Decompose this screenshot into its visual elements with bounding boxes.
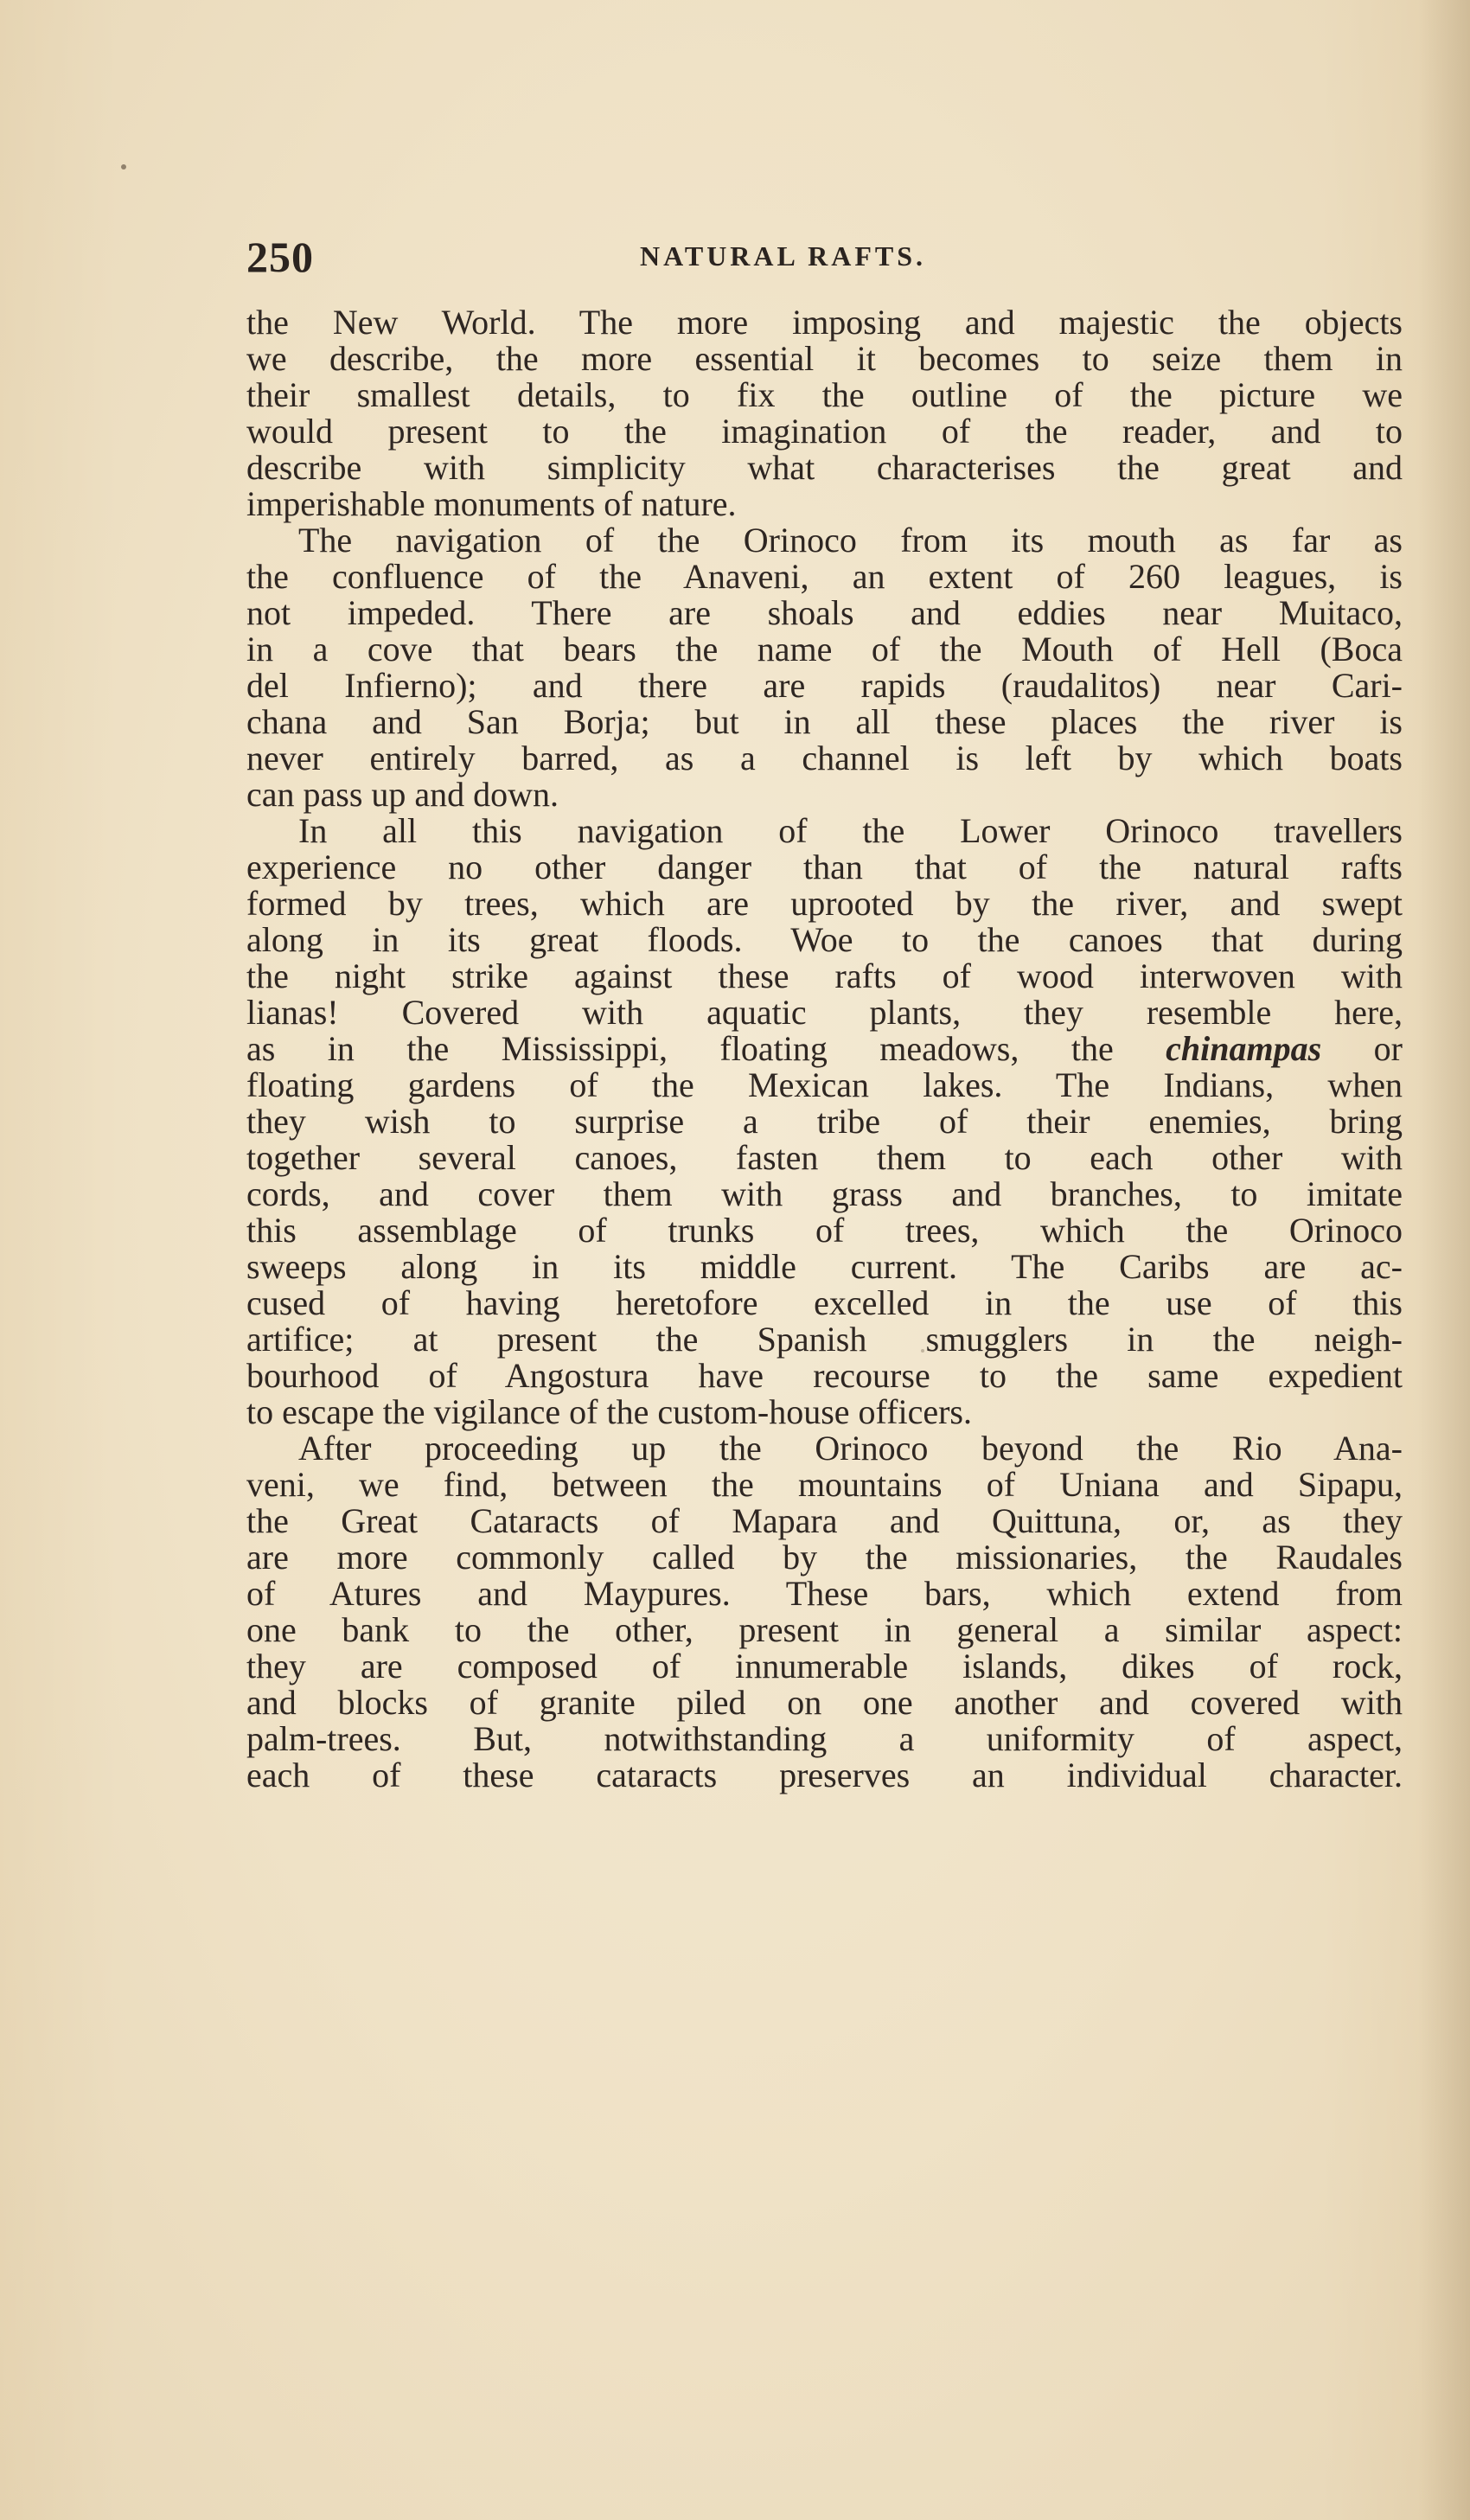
- text-line: In all this navigation of the Lower Orinoco travellers: [298, 811, 1403, 850]
- text-line: bourhood of Angostura have recourse to the same expedient: [246, 1356, 1403, 1395]
- text-line: the confluence of the Anaveni, an extent of 260 leagues, is: [246, 557, 1403, 596]
- text-line: formed by trees, which are uprooted by the river, and swept: [246, 884, 1403, 923]
- text-line: The navigation of the Orinoco from its mouth as far as: [298, 521, 1403, 560]
- text-line: this assemblage of trunks of trees, which the Orinoco: [246, 1211, 1403, 1250]
- text-line: each of these cataracts preserves an individual character.: [246, 1756, 1403, 1794]
- text-line: they wish to surprise a tribe of their enemies, bring: [246, 1102, 1403, 1141]
- italic-term: chinampas: [1166, 1029, 1322, 1068]
- page-number: 250: [246, 233, 314, 281]
- text-segment: as in the Mississippi, floating meadows, the: [246, 1029, 1166, 1068]
- text-line: palm-trees. But, notwithstanding a uniformity of aspect,: [246, 1719, 1403, 1758]
- text-line: cords, and cover them with grass and branches, to imitate: [246, 1174, 1403, 1213]
- page-edge-shadow: [1418, 0, 1470, 2520]
- text-line: can pass up and down.: [246, 775, 559, 814]
- body-text: [246, 304, 1403, 1794]
- text-line: would present to the imagination of the reader, and to: [246, 412, 1403, 451]
- text-line: describe with simplicity what characterises the great and: [246, 448, 1403, 487]
- text-line: imperishable monuments of nature.: [246, 484, 737, 523]
- text-line-with-italic: [246, 1031, 1403, 1067]
- text-line: are more commonly called by the missionaries, the Raudales: [246, 1538, 1403, 1577]
- ink-speck: [121, 164, 126, 169]
- text-line: experience no other danger than that of the natural rafts: [246, 847, 1403, 886]
- text-line: After proceeding up the Orinoco beyond the Rio Ana-: [298, 1429, 1403, 1468]
- text-line: never entirely barred, as a channel is left by which boats: [246, 739, 1403, 777]
- running-title: NATURAL RAFTS.: [640, 240, 926, 272]
- text-line: the night strike against these rafts of wood interwoven with: [246, 956, 1403, 995]
- text-line: and blocks of granite piled on one another and covered with: [246, 1683, 1403, 1722]
- text-segment: or: [1321, 1029, 1403, 1068]
- text-line: to escape the vigilance of the custom-house officers.: [246, 1392, 972, 1431]
- text-line: their smallest details, to fix the outline of the picture we: [246, 375, 1403, 414]
- text-line: in a cove that bears the name of the Mouth of Hell (Boca: [246, 630, 1403, 668]
- text-line: del Infierno); and there are rapids (raudalitos) near Cari-: [246, 666, 1403, 705]
- text-line: the Great Cataracts of Mapara and Quittuna, or, as they: [246, 1501, 1403, 1540]
- text-line: veni, we find, between the mountains of Uniana and Sipapu,: [246, 1465, 1403, 1504]
- text-line: artifice; at present the Spanish smugglers in the neigh-: [246, 1320, 1403, 1359]
- text-line: cused of having heretofore excelled in the use of this: [246, 1283, 1403, 1322]
- text-line: we describe, the more essential it becomes to seize them in: [246, 339, 1403, 378]
- text-line: the New World. The more imposing and majestic the objects: [246, 303, 1403, 342]
- text-line: one bank to the other, present in general a similar aspect:: [246, 1610, 1403, 1649]
- text-line: of Atures and Maypures. These bars, which extend from: [246, 1574, 1403, 1613]
- text-line: not impeded. There are shoals and eddies near Muitaco,: [246, 593, 1403, 632]
- text-line: lianas! Covered with aquatic plants, they resemble here,: [246, 993, 1403, 1032]
- page-header: [246, 232, 1405, 292]
- text-line: they are composed of innumerable islands, dikes of rock,: [246, 1647, 1403, 1685]
- text-line: along in its great floods. Woe to the canoes that during: [246, 920, 1403, 959]
- text-line: floating gardens of the Mexican lakes. The Indians, when: [246, 1065, 1403, 1104]
- text-line: together several canoes, fasten them to each other with: [246, 1138, 1403, 1177]
- text-line: sweeps along in its middle current. The Caribs are ac-: [246, 1247, 1403, 1286]
- text-line: chana and San Borja; but in all these places the river is: [246, 702, 1403, 741]
